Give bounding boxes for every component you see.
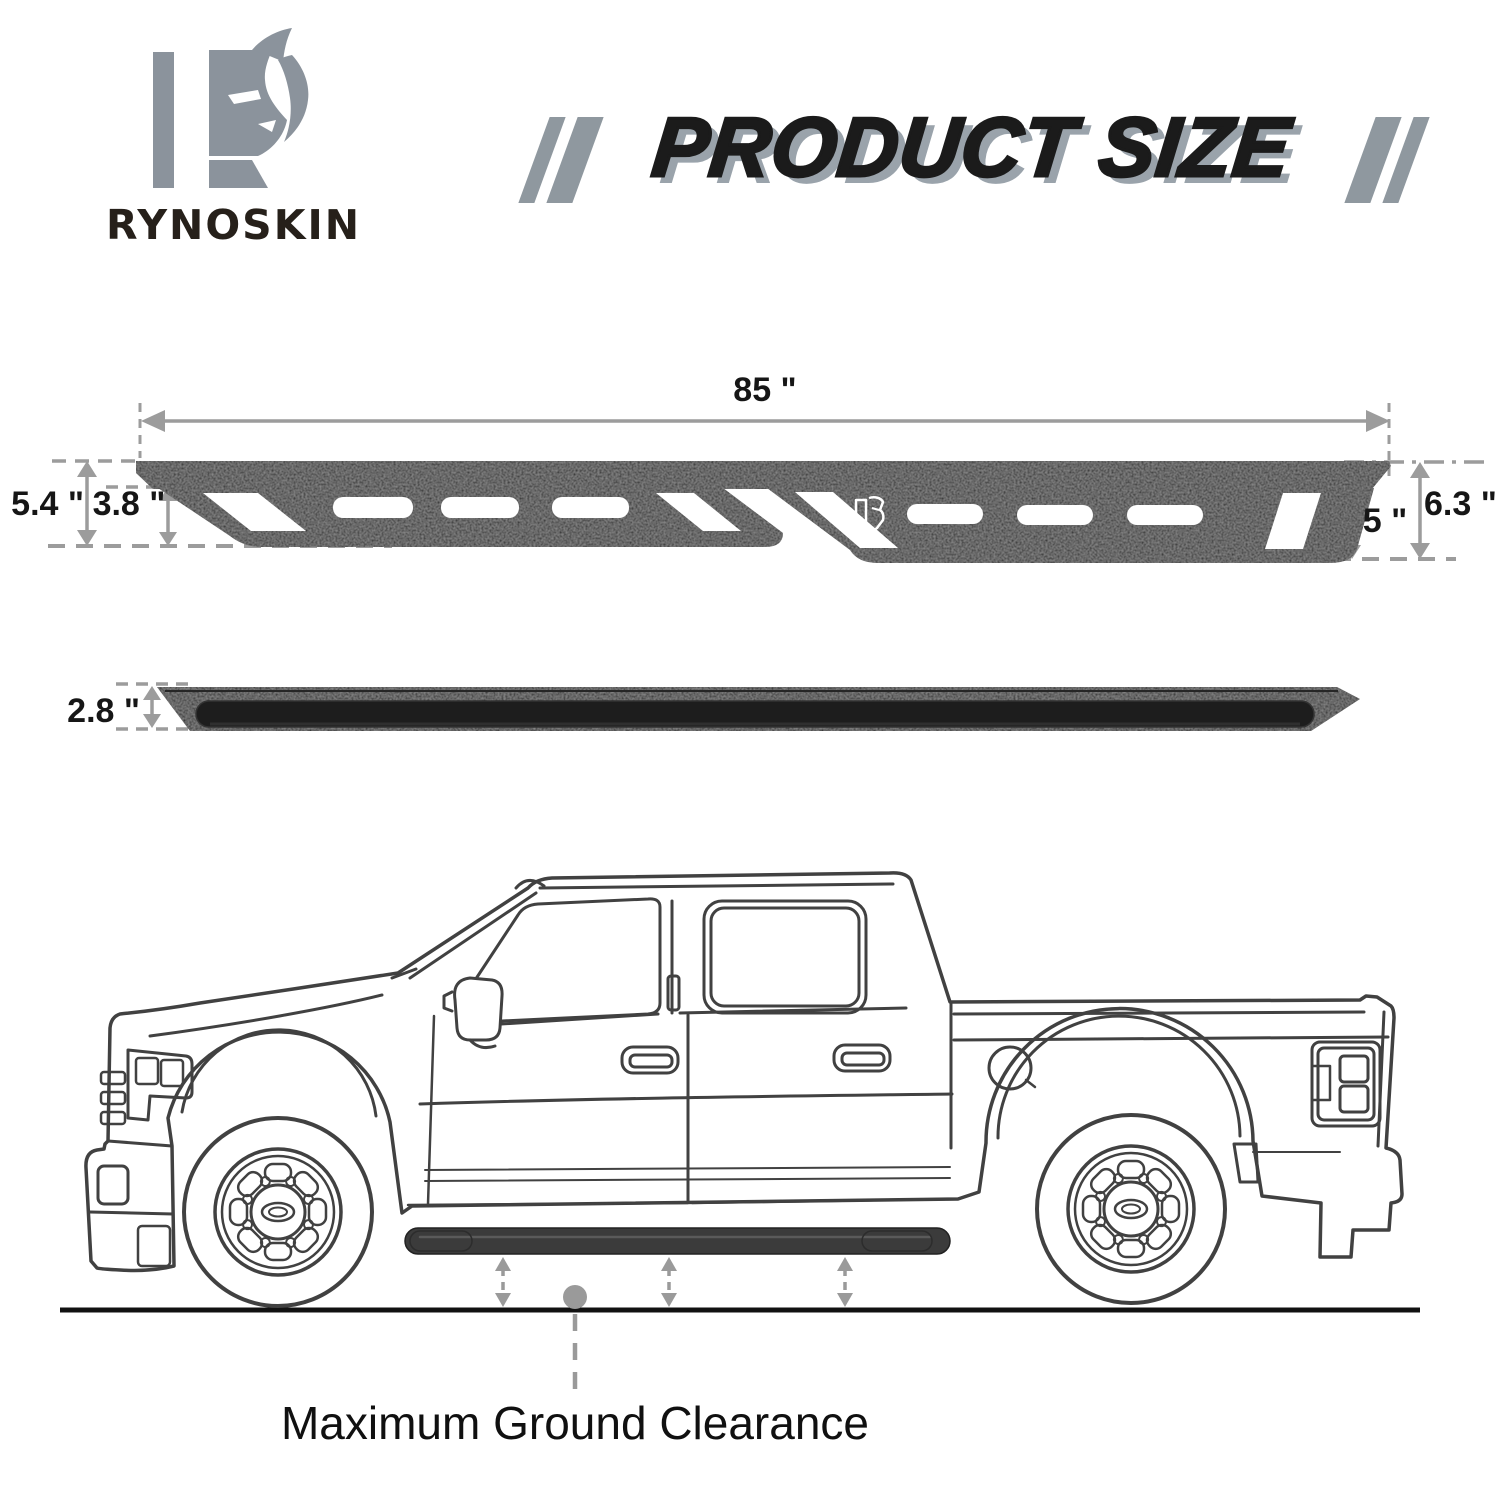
rhino-logo-icon: [153, 28, 308, 188]
end-drop-height-label: 5 ": [1362, 502, 1408, 540]
length-dimension-label: 85 ": [733, 371, 797, 409]
ground-clearance-label: Maximum Ground Clearance: [280, 1397, 869, 1449]
rear-wheel: [1037, 1115, 1225, 1303]
truck-illustration: [86, 873, 1402, 1306]
thickness-label: 2.8 ": [67, 692, 140, 730]
end-total-height-label: 6.3 ": [1424, 485, 1497, 523]
installed-running-board: [405, 1228, 950, 1254]
front-wheel: [184, 1118, 372, 1306]
running-board-side-view: [136, 461, 1391, 563]
page-title-text: PRODUCT SIZE: [648, 100, 1296, 194]
side-drop-height-label: 3.8 ": [92, 485, 166, 523]
brand-name: RYNOSKIN: [106, 201, 362, 249]
clearance-arrows: [495, 1257, 853, 1307]
clearance-pointer: [563, 1285, 587, 1390]
page-title: [592, 101, 1352, 193]
running-board-edge-view: [157, 687, 1360, 731]
side-total-height-label: 5.4 ": [11, 485, 84, 523]
